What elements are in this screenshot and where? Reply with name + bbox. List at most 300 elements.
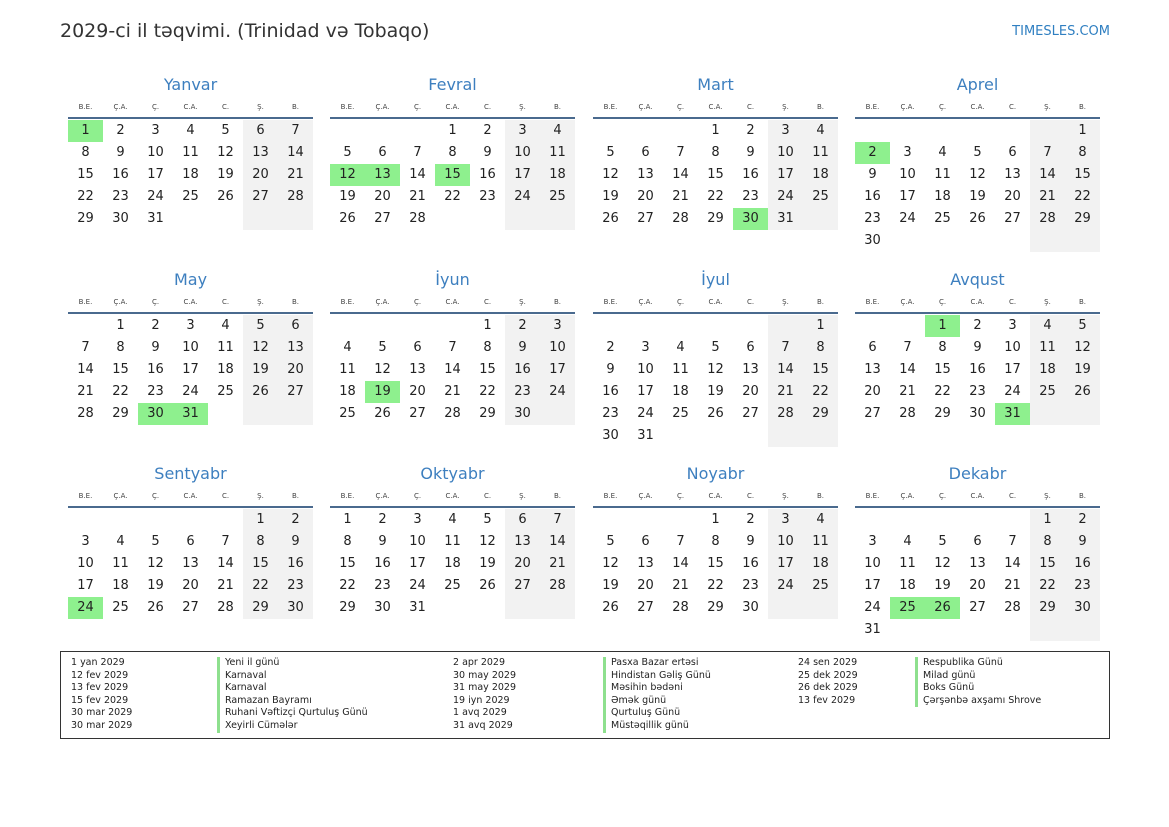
day-cell: 12 [374, 362, 391, 377]
day-cell: 28 [217, 600, 234, 615]
day-cell: 6 [1008, 145, 1017, 160]
month-8 [855, 269, 1100, 425]
day-cell: 29 [1074, 211, 1091, 226]
day-cell: 27 [252, 189, 269, 204]
holiday-name: Respublika Günü [915, 657, 1041, 670]
divider [68, 506, 313, 508]
days-grid [330, 315, 575, 425]
holiday-day-cell: 1 [925, 315, 960, 337]
day-cell: 10 [899, 167, 916, 182]
weekday-label: Ç. [676, 492, 685, 500]
day-cell: 27 [182, 600, 199, 615]
holiday-day-cell: 13 [365, 164, 400, 186]
day-cell: 12 [707, 362, 724, 377]
weekday-label: C. [746, 103, 755, 111]
day-cell: 2 [151, 318, 160, 333]
day-cell: 13 [182, 556, 199, 571]
day-cell: 29 [934, 406, 951, 421]
day-cell: 11 [1039, 340, 1056, 355]
day-cell: 28 [899, 406, 916, 421]
day-cell: 27 [637, 211, 654, 226]
day-cell: 20 [742, 384, 759, 399]
month-name: Dekabr [948, 464, 1007, 483]
divider [855, 312, 1100, 314]
holiday-date: 19 iyn 2029 [453, 694, 510, 706]
day-cell: 29 [812, 406, 829, 421]
holiday-date: 15 fev 2029 [71, 694, 129, 706]
day-cell: 2 [291, 512, 300, 527]
day-cell: 26 [252, 384, 269, 399]
day-cell: 23 [374, 578, 391, 593]
day-cell: 5 [711, 340, 720, 355]
month-3 [593, 74, 838, 230]
day-cell: 22 [112, 384, 129, 399]
day-cell: 16 [147, 362, 164, 377]
weekday-label: B. [1078, 298, 1087, 306]
day-cell: 14 [1039, 167, 1056, 182]
weekday-label: C.A. [183, 492, 198, 500]
day-cell: 1 [711, 123, 720, 138]
holiday-day-cell: 1 [68, 120, 103, 142]
day-cell: 16 [1074, 556, 1091, 571]
day-cell: 1 [483, 318, 492, 333]
holiday-day-cell: 19 [365, 381, 400, 403]
weekday-label: Ç. [938, 103, 947, 111]
day-cell: 9 [518, 340, 527, 355]
day-cell: 30 [112, 211, 129, 226]
day-cell: 17 [514, 167, 531, 182]
day-cell: 21 [217, 578, 234, 593]
day-cell: 16 [602, 384, 619, 399]
day-cell: 9 [868, 167, 877, 182]
day-cell: 11 [899, 556, 916, 571]
weekday-label: B.E. [865, 492, 880, 500]
day-cell: 19 [147, 578, 164, 593]
weekday-label: Ç. [413, 298, 422, 306]
day-cell: 7 [903, 340, 912, 355]
day-cell: 12 [969, 167, 986, 182]
day-cell: 28 [549, 578, 566, 593]
day-cell: 28 [444, 406, 461, 421]
day-cell: 11 [444, 534, 461, 549]
day-cell: 1 [448, 123, 457, 138]
day-cell: 10 [77, 556, 94, 571]
day-cell: 17 [899, 189, 916, 204]
day-cell: 24 [147, 189, 164, 204]
weekday-label: C.A. [970, 492, 985, 500]
day-cell: 20 [864, 384, 881, 399]
holiday-dates-col-1 [71, 657, 132, 733]
holiday-date: 25 dek 2029 [798, 669, 858, 681]
weekday-label: C.A. [708, 492, 723, 500]
day-cell: 19 [252, 362, 269, 377]
day-cell: 27 [969, 600, 986, 615]
day-cell: 27 [374, 211, 391, 226]
day-cell: 12 [602, 167, 619, 182]
day-cell: 23 [1074, 578, 1091, 593]
day-cell: 16 [479, 167, 496, 182]
days-grid [68, 509, 313, 619]
day-cell: 25 [812, 578, 829, 593]
holiday-name: Çərşənbə axşamı Shrove [915, 695, 1041, 708]
weekday-label: B. [291, 492, 300, 500]
day-cell: 15 [707, 167, 724, 182]
day-cell: 2 [518, 318, 527, 333]
day-cell: 29 [1039, 600, 1056, 615]
weekday-label: B. [291, 103, 300, 111]
holiday-name: Qurtuluş Günü [603, 707, 711, 720]
weekday-label: B.E. [603, 298, 618, 306]
day-cell: 23 [742, 578, 759, 593]
weekday-header [593, 99, 838, 115]
weekday-label: C. [746, 492, 755, 500]
day-cell: 3 [186, 318, 195, 333]
day-cell: 23 [969, 384, 986, 399]
day-cell: 31 [147, 211, 164, 226]
days-grid [330, 509, 575, 619]
weekday-header [330, 294, 575, 310]
holiday-dates-col-3 [798, 657, 858, 707]
day-cell: 7 [221, 534, 230, 549]
day-cell: 13 [637, 556, 654, 571]
day-cell: 18 [812, 167, 829, 182]
weekday-label: C. [483, 298, 492, 306]
weekday-label: C.A. [183, 103, 198, 111]
weekday-label: Ç. [151, 298, 160, 306]
day-cell: 8 [256, 534, 265, 549]
day-cell: 29 [252, 600, 269, 615]
holiday-date: 13 fev 2029 [798, 694, 856, 706]
day-cell: 7 [676, 534, 685, 549]
day-cell: 3 [1008, 318, 1017, 333]
day-cell: 26 [1074, 384, 1091, 399]
weekday-label: Ş. [782, 103, 789, 111]
day-cell: 9 [973, 340, 982, 355]
weekday-label: C.A. [708, 298, 723, 306]
days-grid [855, 315, 1100, 425]
day-cell: 14 [672, 556, 689, 571]
day-cell: 19 [339, 189, 356, 204]
holiday-day-cell: 15 [435, 164, 470, 186]
day-cell: 8 [81, 145, 90, 160]
weekday-label: C.A. [970, 103, 985, 111]
day-cell: 10 [777, 534, 794, 549]
day-cell: 30 [742, 600, 759, 615]
divider [330, 506, 575, 508]
day-cell: 2 [483, 123, 492, 138]
holiday-list [60, 651, 1110, 739]
day-cell: 19 [969, 189, 986, 204]
day-cell: 18 [182, 167, 199, 182]
day-cell: 20 [287, 362, 304, 377]
day-cell: 19 [217, 167, 234, 182]
day-cell: 5 [151, 534, 160, 549]
holiday-date: 30 may 2029 [453, 669, 517, 681]
day-cell: 11 [812, 534, 829, 549]
day-cell: 16 [742, 167, 759, 182]
day-cell: 22 [812, 384, 829, 399]
day-cell: 31 [777, 211, 794, 226]
day-cell: 13 [287, 340, 304, 355]
holiday-date: 26 dek 2029 [798, 682, 858, 694]
weekday-header [855, 99, 1100, 115]
day-cell: 22 [444, 189, 461, 204]
weekday-label: Ş. [519, 298, 526, 306]
holiday-name: Hindistan Gəliş Günü [603, 670, 711, 683]
day-cell: 7 [1008, 534, 1017, 549]
weekday-label: B.E. [865, 298, 880, 306]
day-cell: 12 [1074, 340, 1091, 355]
divider [855, 506, 1100, 508]
weekday-label: Ş. [519, 103, 526, 111]
weekday-label: B. [553, 492, 562, 500]
month-6 [330, 269, 575, 425]
day-cell: 5 [606, 534, 615, 549]
weekday-label: C. [1008, 103, 1017, 111]
day-cell: 25 [672, 406, 689, 421]
day-cell: 6 [746, 340, 755, 355]
weekday-label: B. [553, 103, 562, 111]
weekday-header [593, 294, 838, 310]
days-grid [593, 315, 838, 447]
day-cell: 3 [553, 318, 562, 333]
holiday-date: 12 fev 2029 [71, 669, 129, 681]
day-cell: 25 [1039, 384, 1056, 399]
day-cell: 6 [641, 145, 650, 160]
holiday-name: Müstəqillik günü [603, 720, 711, 733]
day-cell: 10 [147, 145, 164, 160]
day-cell: 8 [448, 145, 457, 160]
day-cell: 20 [514, 556, 531, 571]
day-cell: 4 [938, 145, 947, 160]
month-12 [855, 463, 1100, 641]
brand-link[interactable]: TIMESLES.COM [1012, 24, 1110, 39]
day-cell: 22 [339, 578, 356, 593]
day-cell: 26 [147, 600, 164, 615]
day-cell: 5 [606, 145, 615, 160]
day-cell: 17 [777, 556, 794, 571]
day-cell: 2 [973, 318, 982, 333]
holiday-date: 31 may 2029 [453, 682, 517, 694]
day-cell: 2 [746, 512, 755, 527]
page-title: 2029-ci il təqvimi. (Trinidad və Tobaqo) [60, 20, 430, 42]
day-cell: 23 [602, 406, 619, 421]
month-7 [593, 269, 838, 447]
month-name: May [173, 270, 208, 289]
holiday-name: Boks Günü [915, 682, 1041, 695]
day-cell: 23 [742, 189, 759, 204]
month-name: Mart [697, 75, 734, 94]
day-cell: 20 [637, 189, 654, 204]
day-cell: 16 [287, 556, 304, 571]
weekday-label: Ç.A. [638, 103, 653, 111]
day-cell: 20 [252, 167, 269, 182]
month-name: Aprel [956, 75, 999, 94]
days-grid [330, 120, 575, 230]
day-cell: 24 [777, 189, 794, 204]
day-cell: 27 [287, 384, 304, 399]
weekday-label: B.E. [340, 298, 355, 306]
holiday-day-cell: 30 [138, 403, 173, 425]
day-cell: 25 [339, 406, 356, 421]
day-cell: 8 [711, 534, 720, 549]
day-cell: 28 [672, 600, 689, 615]
day-cell: 6 [518, 512, 527, 527]
day-cell: 1 [116, 318, 125, 333]
day-cell: 16 [969, 362, 986, 377]
day-cell: 7 [291, 123, 300, 138]
day-cell: 27 [864, 406, 881, 421]
day-cell: 14 [77, 362, 94, 377]
month-name: Fevral [428, 75, 477, 94]
weekday-label: Ç.A. [900, 103, 915, 111]
day-cell: 21 [409, 189, 426, 204]
weekday-header [593, 488, 838, 504]
day-cell: 14 [777, 362, 794, 377]
day-cell: 24 [864, 600, 881, 615]
divider [593, 312, 838, 314]
divider [330, 312, 575, 314]
day-cell: 18 [112, 578, 129, 593]
day-cell: 13 [969, 556, 986, 571]
day-cell: 16 [864, 189, 881, 204]
day-cell: 26 [339, 211, 356, 226]
weekday-label: C.A. [445, 103, 460, 111]
day-cell: 11 [549, 145, 566, 160]
weekday-label: B. [816, 492, 825, 500]
day-cell: 17 [637, 384, 654, 399]
day-cell: 21 [444, 384, 461, 399]
day-cell: 4 [343, 340, 352, 355]
day-cell: 21 [1039, 189, 1056, 204]
day-cell: 16 [742, 556, 759, 571]
day-cell: 17 [147, 167, 164, 182]
holiday-name: Karnaval [217, 682, 368, 695]
holiday-date: 1 yan 2029 [71, 657, 125, 668]
weekday-label: Ş. [1044, 492, 1051, 500]
month-name: Avqust [950, 270, 1005, 289]
day-cell: 29 [479, 406, 496, 421]
weekday-label: C. [746, 298, 755, 306]
divider [68, 312, 313, 314]
day-cell: 15 [479, 362, 496, 377]
weekday-label: C. [221, 103, 230, 111]
day-cell: 3 [903, 145, 912, 160]
weekday-label: Ç.A. [900, 492, 915, 500]
day-cell: 13 [252, 145, 269, 160]
day-cell: 26 [374, 406, 391, 421]
day-cell: 29 [77, 211, 94, 226]
weekday-header [68, 99, 313, 115]
holiday-name: Ruhani Vəftizçi Qurtuluş Günü [217, 707, 368, 720]
day-cell: 1 [1043, 512, 1052, 527]
day-cell: 21 [549, 556, 566, 571]
day-cell: 26 [479, 578, 496, 593]
day-cell: 23 [479, 189, 496, 204]
day-cell: 22 [707, 578, 724, 593]
day-cell: 19 [479, 556, 496, 571]
day-cell: 28 [287, 189, 304, 204]
day-cell: 8 [938, 340, 947, 355]
day-cell: 24 [514, 189, 531, 204]
day-cell: 18 [672, 384, 689, 399]
month-name: Oktyabr [420, 464, 485, 483]
weekday-label: Ş. [1044, 298, 1051, 306]
day-cell: 29 [707, 211, 724, 226]
day-cell: 27 [514, 578, 531, 593]
holiday-date: 24 sen 2029 [798, 657, 858, 668]
day-cell: 24 [777, 578, 794, 593]
holiday-day-cell: 30 [733, 208, 768, 230]
holiday-date: 31 avq 2029 [453, 719, 513, 731]
day-cell: 17 [777, 167, 794, 182]
day-cell: 12 [934, 556, 951, 571]
day-cell: 1 [343, 512, 352, 527]
day-cell: 8 [483, 340, 492, 355]
weekday-label: Ş. [1044, 103, 1051, 111]
day-cell: 22 [252, 578, 269, 593]
holiday-name: Pasxa Bazar ertəsi [603, 657, 711, 670]
days-grid [593, 120, 838, 230]
day-cell: 7 [81, 340, 90, 355]
day-cell: 4 [116, 534, 125, 549]
day-cell: 22 [1074, 189, 1091, 204]
day-cell: 14 [409, 167, 426, 182]
day-cell: 11 [812, 145, 829, 160]
day-cell: 30 [969, 406, 986, 421]
day-cell: 23 [864, 211, 881, 226]
day-cell: 14 [287, 145, 304, 160]
holiday-day-cell: 31 [995, 403, 1030, 425]
day-cell: 5 [483, 512, 492, 527]
days-grid [855, 509, 1100, 641]
month-name: Sentyabr [154, 464, 227, 483]
day-cell: 28 [777, 406, 794, 421]
holiday-day-cell: 26 [925, 597, 960, 619]
weekday-label: C. [483, 103, 492, 111]
holiday-day-cell: 2 [855, 142, 890, 164]
weekday-label: Ç.A. [638, 298, 653, 306]
day-cell: 23 [287, 578, 304, 593]
day-cell: 26 [969, 211, 986, 226]
day-cell: 26 [602, 211, 619, 226]
day-cell: 16 [112, 167, 129, 182]
divider [593, 117, 838, 119]
day-cell: 10 [637, 362, 654, 377]
day-cell: 28 [409, 211, 426, 226]
day-cell: 14 [672, 167, 689, 182]
month-2 [330, 74, 575, 230]
day-cell: 18 [812, 556, 829, 571]
day-cell: 8 [1043, 534, 1052, 549]
holiday-name: Məsihin bədəni [603, 682, 711, 695]
day-cell: 7 [553, 512, 562, 527]
day-cell: 18 [339, 384, 356, 399]
day-cell: 18 [1039, 362, 1056, 377]
day-cell: 5 [256, 318, 265, 333]
day-cell: 7 [781, 340, 790, 355]
day-cell: 4 [221, 318, 230, 333]
day-cell: 24 [1004, 384, 1021, 399]
weekday-label: Ş. [782, 298, 789, 306]
day-cell: 20 [409, 384, 426, 399]
day-cell: 17 [1004, 362, 1021, 377]
day-cell: 12 [217, 145, 234, 160]
day-cell: 20 [969, 578, 986, 593]
day-cell: 25 [444, 578, 461, 593]
day-cell: 3 [151, 123, 160, 138]
day-cell: 26 [707, 406, 724, 421]
